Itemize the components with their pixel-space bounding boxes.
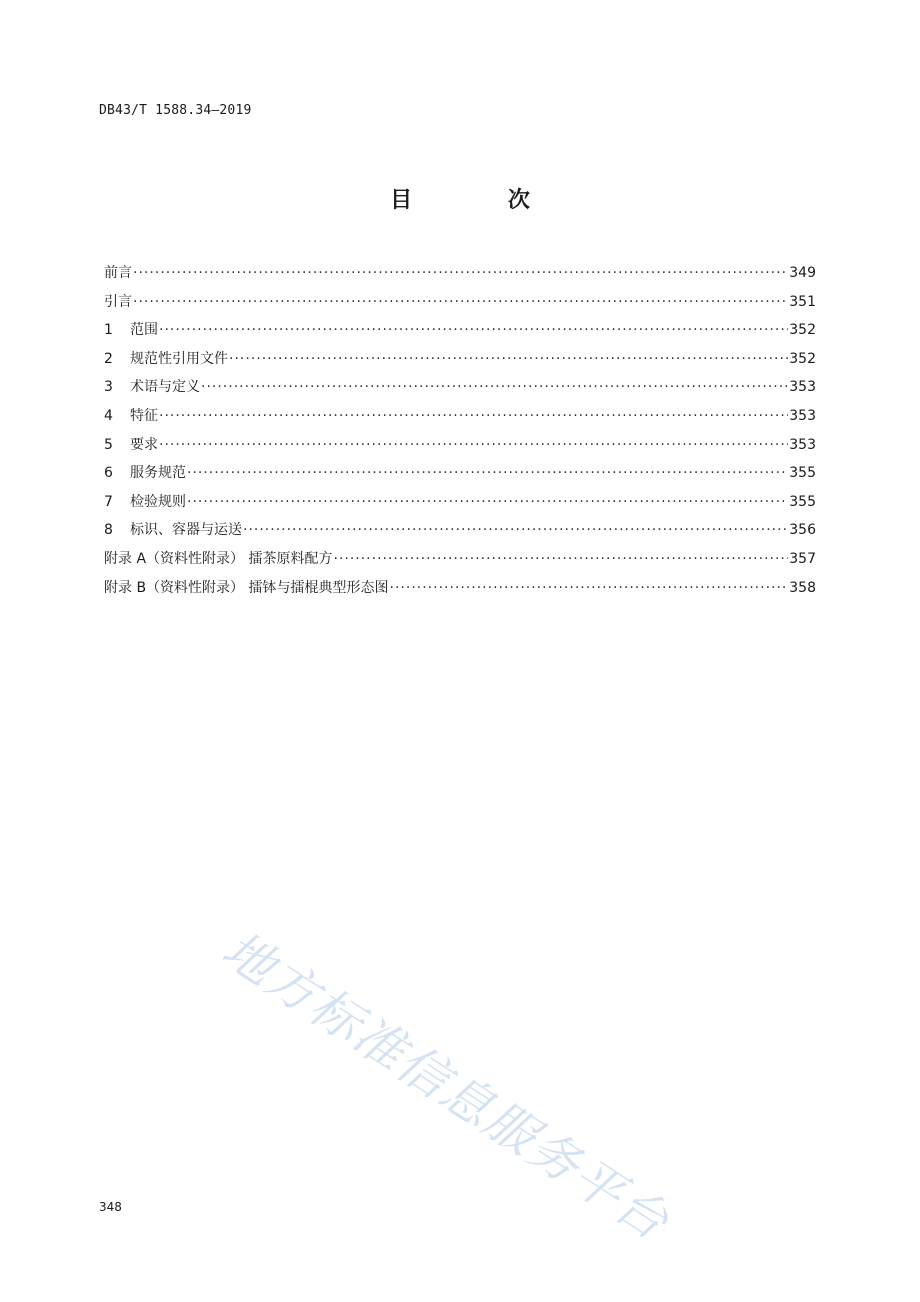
dot-leader [159,435,788,455]
toc-entry-page: 356 [789,522,816,539]
table-of-contents [104,263,816,606]
watermark: 地方标准信息服务平台 [212,920,680,1252]
toc-entry-text: 要求 [130,436,158,453]
toc-entry-page: 358 [789,579,816,596]
toc-entry-text: 特征 [130,407,158,424]
toc-entry-page: 352 [789,322,816,339]
dot-leader [187,463,788,483]
dot-leader [333,549,788,569]
toc-entry[interactable] [104,377,816,406]
toc-entry-text: 附录 A（资料性附录） 擂茶原料配方 [104,550,333,567]
toc-entry-text: 术语与定义 [130,379,200,396]
toc-entry-page: 349 [789,265,816,281]
toc-entry[interactable] [104,463,816,492]
toc-entry[interactable] [104,406,816,435]
toc-entry-number: 6 [104,465,113,482]
dot-leader [159,320,788,340]
toc-entry-page: 351 [789,293,816,310]
toc-entry-number: 4 [104,407,113,424]
toc-entry[interactable] [104,320,816,349]
toc-entry[interactable] [104,435,816,464]
page-number: 348 [99,1200,122,1214]
dot-leader [201,377,788,397]
toc-entry[interactable] [104,263,816,292]
toc-entry-text: 服务规范 [130,465,186,482]
toc-entry-page: 352 [789,350,816,367]
toc-entry-text: 标识、容器与运送 [130,522,242,539]
toc-entry-number: 2 [104,350,113,367]
dot-leader [187,492,788,512]
dot-leader [229,349,788,369]
toc-entry-text: 检验规则 [130,493,186,510]
dot-leader [390,578,789,598]
toc-entry-page: 353 [789,379,816,396]
toc-entry-text: 范围 [130,322,158,339]
toc-entry-page: 353 [789,407,816,424]
toc-entry[interactable] [104,578,816,607]
toc-entry-number: 5 [104,436,113,453]
dot-leader [133,292,788,312]
toc-entry-text: 规范性引用文件 [130,350,228,367]
toc-entry-page: 355 [789,465,816,482]
toc-title: 目 次 [390,188,574,213]
dot-leader [243,520,788,540]
toc-entry-text: 附录 B（资料性附录） 擂钵与擂棍典型形态图 [104,579,389,596]
toc-entry-number: 1 [104,322,113,339]
toc-entry-page: 355 [789,493,816,510]
toc-entry-text: 前言 [104,265,132,281]
toc-entry-number: 7 [104,493,113,510]
toc-entry[interactable] [104,549,816,578]
toc-entry-page: 357 [789,550,816,567]
toc-entry-page: 353 [789,436,816,453]
toc-entry[interactable] [104,349,816,378]
toc-entry-number: 3 [104,379,113,396]
toc-entry-text: 引言 [104,293,132,310]
toc-entry[interactable] [104,492,816,521]
toc-entry-number: 8 [104,522,113,539]
dot-leader [159,406,788,426]
toc-entry[interactable] [104,292,816,321]
document-code: DB43/T 1588.34—2019 [99,103,252,118]
toc-entry[interactable] [104,520,816,549]
dot-leader [133,263,788,283]
